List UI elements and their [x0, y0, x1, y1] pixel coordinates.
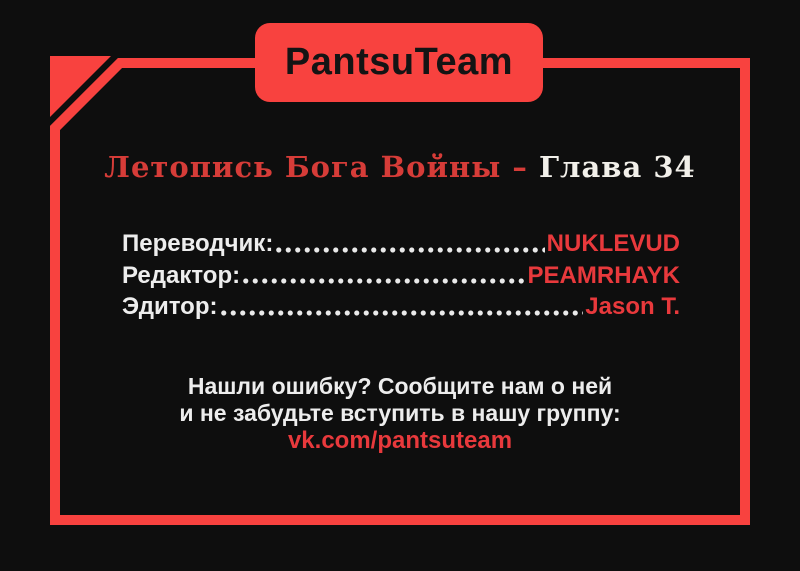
credit-role-label: Редактор: [122, 261, 241, 289]
vk-group-link[interactable]: vk.com/pantsuteam [287, 427, 513, 454]
credit-row-editor [122, 260, 680, 292]
dotted-leader [241, 278, 525, 284]
page-title [0, 150, 800, 184]
dotted-leader [219, 310, 584, 316]
footer-line-2: и не забудьте вступить в нашу группу: [179, 399, 621, 426]
credit-person-name: Jason T. [585, 293, 680, 320]
team-badge-label: PantsuTeam [284, 41, 514, 83]
credit-person-name: NUKLEVUD [546, 230, 680, 257]
dotted-leader [274, 247, 544, 253]
credit-person-name: PEAMRHAYK [527, 261, 680, 289]
credit-role-label: Переводчик: [122, 230, 274, 257]
credit-row-translator [122, 228, 680, 260]
credits-list [122, 228, 680, 323]
credit-role-label: Эдитор: [122, 293, 218, 320]
footer-line-1: Нашли ошибку? Сообщите нам о ней [187, 373, 613, 399]
title-chapter-number: Глава 34 [539, 150, 696, 184]
team-badge [255, 23, 543, 102]
credit-row-typesetter [122, 291, 680, 323]
footer-message [0, 373, 800, 455]
title-series-name: Летопись Бога Войны – [104, 150, 528, 184]
